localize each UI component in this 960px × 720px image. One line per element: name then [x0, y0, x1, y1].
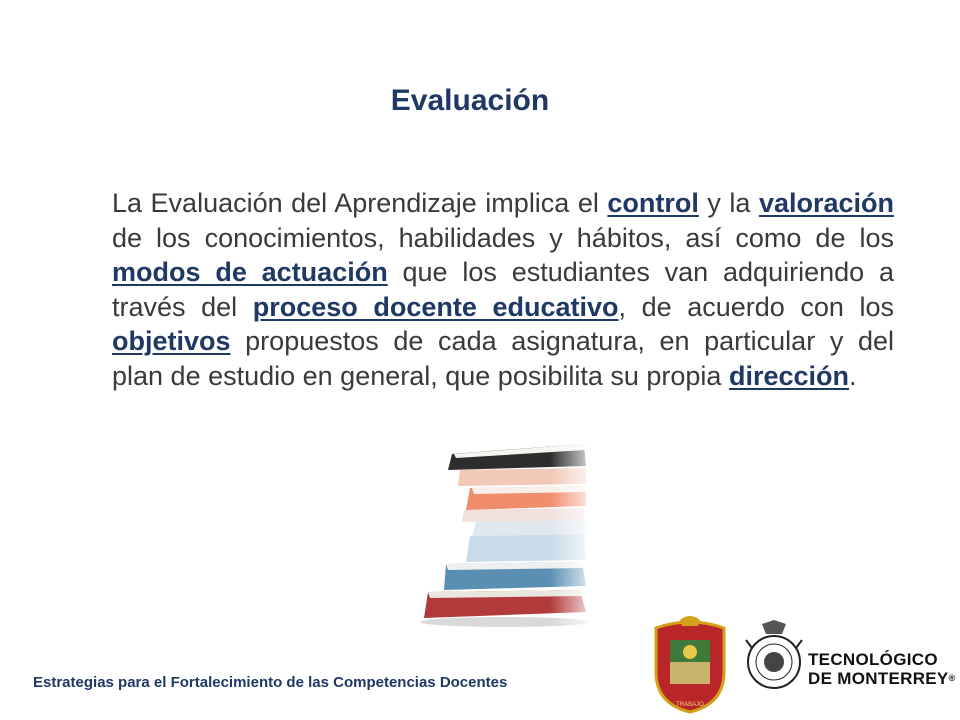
keyword-valoracion: valoración — [758, 188, 894, 218]
paragraph-text: . — [849, 360, 857, 391]
keyword-direccion: dirección — [728, 360, 849, 391]
registered-mark: ® — [948, 673, 956, 683]
paragraph-text: de los conocimientos, habilidades y hábitos, así como de los — [112, 222, 894, 253]
keyword-modos-de-actuacion: modos de actuación — [112, 257, 388, 287]
paragraph-text: y la — [698, 188, 759, 218]
keyword-control: control — [607, 188, 699, 218]
slide-title: Evaluación — [390, 84, 550, 117]
slide-paragraph — [112, 186, 894, 393]
paragraph-text: La Evaluación del Aprendizaje implica el — [112, 188, 608, 218]
book-stack-image — [400, 440, 600, 630]
paragraph-text: , de acuerdo con los — [618, 291, 894, 322]
footer-text: Estrategias para el Fortalecimiento de las Competencias Docentes — [33, 674, 508, 691]
estado-de-mexico-seal-logo — [650, 614, 730, 714]
tec-monterrey-wordmark — [808, 650, 956, 688]
paragraph-text: que los estudiantes van adquiriendo a través del — [112, 257, 894, 322]
keyword-proceso-docente-educativo: proceso docente educativo — [252, 291, 619, 322]
svg-text:TRABAJO: TRABAJO — [676, 702, 704, 708]
tec-monterrey-seal-logo — [742, 618, 806, 704]
paragraph-text: propuestos de cada asignatura, en particular y del plan de estudio en general, que posibilita su propia — [112, 326, 894, 391]
tec-wordmark-line1: TECNOLÓGICO — [808, 650, 938, 669]
tec-wordmark-line2-text: DE MONTERREY — [808, 669, 949, 688]
tec-wordmark-line2 — [808, 669, 956, 688]
keyword-objetivos: objetivos — [112, 326, 231, 356]
